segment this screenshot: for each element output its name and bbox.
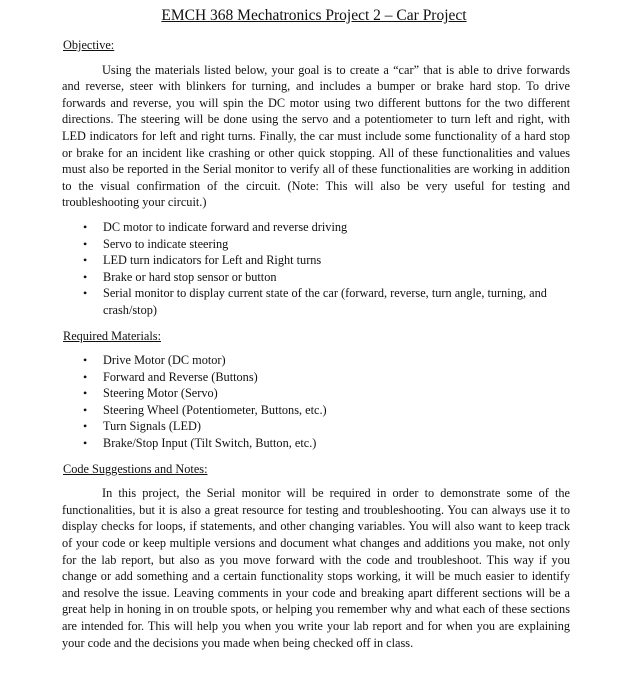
objective-heading: Objective: (63, 38, 115, 52)
list-item: • DC motor to indicate forward and reverse driving (82, 219, 570, 236)
list-item: • Steering Motor (Servo) (82, 385, 570, 402)
code-suggestions-paragraph: In this project, the Serial monitor will be required in order to demonstrate some of the functionalities, but it is also a great resource for testing and troubleshooting. You can always use it to display checks for loops, if statements, and other changing variables. You will also want to keep track of your code or keep multiple versions and document what changes and additions you make, not only for the lab report, but also as you move forward with the code and troubleshoot. This way if you change or add something and a certain functionality stops working, it will be much easier to identify and resolve the issue. Leaving comments in your code and breaking apart different sections will be a great help in honing in on trouble spots, or helping you remember why and what each of these sections are intended for. This will help you when you write your lab report and for when you are explaining your code and the decisions you made when being checked off in class. (62, 486, 570, 650)
materials-bullet-list (82, 352, 570, 452)
list-item: • Steering Wheel (Potentiometer, Buttons, etc.) (82, 402, 570, 419)
list-item: • Servo to indicate steering (82, 236, 570, 253)
objective-paragraph: Using the materials listed below, your goal is to create a “car” that is able to drive forwards and reverse, steer with blinkers for turning, and includes a bumper or brake hard stop. To drive forwards and reverse, you will spin the DC motor using two different buttons for the two different directions. The steering will be done using the servo and a potentiometer to turn left and right, with LED indicators for left and right turns. Finally, the car must include some functionality of a hard stop or brake for an incident like crashing or other quick stopping. All of these functionalities and values must also be reported in the Serial monitor to verify all of these functionalities are working in addition to the visual confirmation of the circuit. (Note: This will also be very useful for testing and troubleshooting your circuit.) (62, 62, 570, 210)
list-item: • Forward and Reverse (Buttons) (82, 369, 570, 386)
list-item: • LED turn indicators for Left and Right turns (82, 252, 570, 269)
list-item: • Drive Motor (DC motor) (82, 352, 570, 369)
list-item: • Serial monitor to display current state of the car (forward, reverse, turn angle, turning, and crash/stop) (82, 285, 570, 318)
document-title-text: EMCH 368 Mechatronics Project 2 – Car Project (161, 7, 467, 24)
list-item: • Brake/Stop Input (Tilt Switch, Button, etc.) (82, 435, 570, 452)
document-title (0, 6, 628, 26)
objective-bullet-list (82, 219, 570, 319)
code-suggestions-heading: Code Suggestions and Notes: (63, 461, 208, 476)
list-item: • Brake or hard stop sensor or button (82, 269, 570, 286)
list-item: • Turn Signals (LED) (82, 418, 570, 435)
required-materials-heading: Required Materials: (63, 328, 162, 343)
